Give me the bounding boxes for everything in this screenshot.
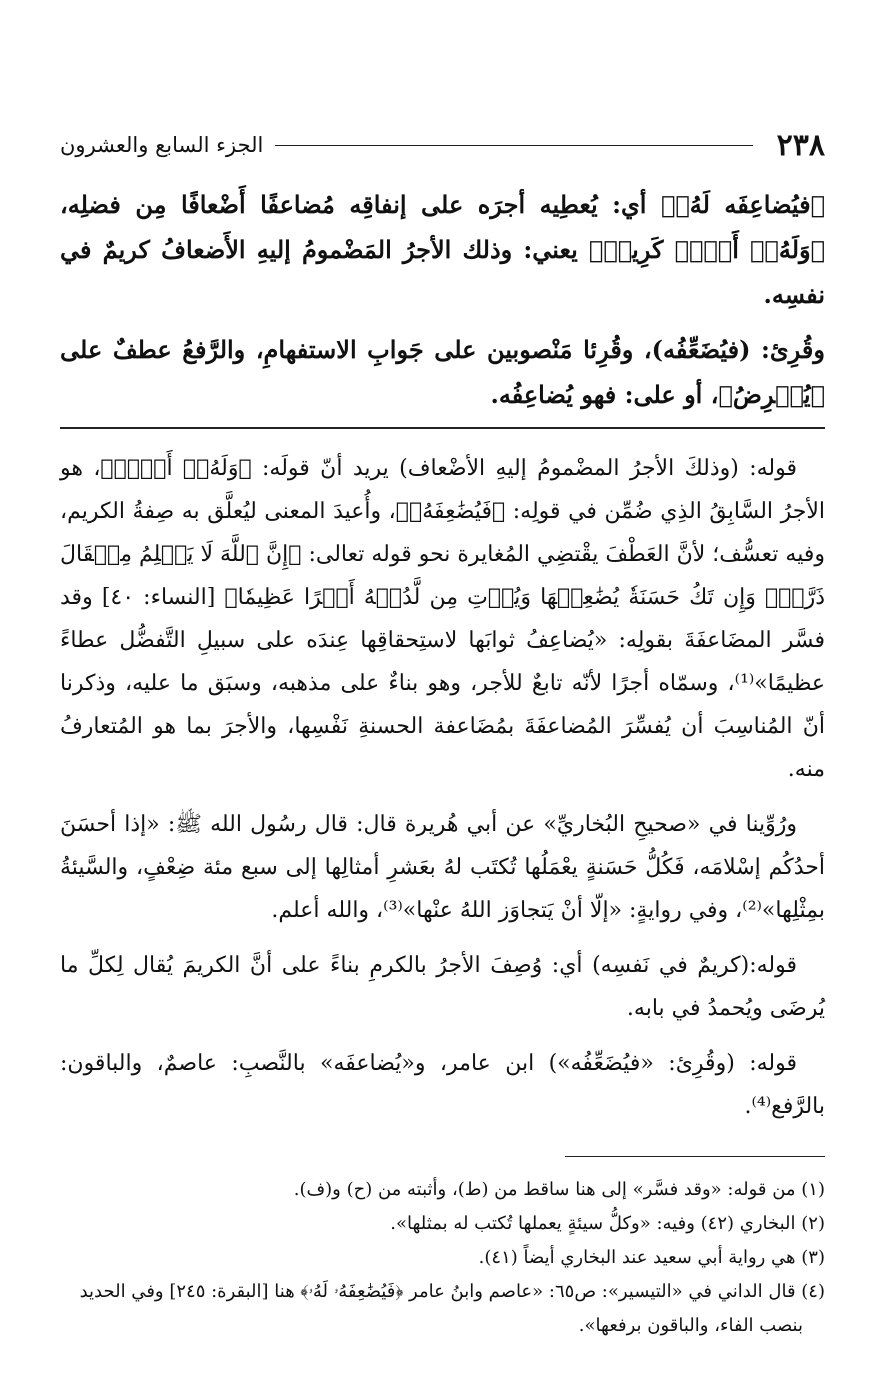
header-rule [275,145,752,146]
commentary-paragraph-2: ورُوِّينا في «صحيحِ البُخاريِّ» عن أبي هُريرة قال: قال رسُول الله ﷺ: «إذا أحسَنَ أحدُكُم إسْلامَه، فَكُلُّ حَسَنةٍ يعْمَلُها تُكتَب لهُ بعَشرِ أمثالِها إلى سبع مئة ضِعْفٍ، والسَّيئةُ بمِثْلِها»⁽²⁾، وفي روايةٍ: «إلّا أنْ يَتجاوَز اللهُ عنْها»⁽³⁾، والله أعلم. [60,812,825,923]
book-page [60,120,825,1343]
footnote-rule [565,1156,825,1157]
footnote-3: (٣) هي رواية أبي سعيد عند البخاري أيضاً (٤١). [478,1247,825,1268]
footnotes [60,1173,825,1343]
main-paragraph-2: وقُرِئ: (فيُضَعِّفُه)، وقُرِئا مَنْصوبين على جَوابِ الاستفهامِ، والرَّفعُ عطفٌ على ﴿يُقۡرِضُ﴾، أو على: فهو يُضاعِفُه. [60,335,825,409]
footnote-4: (٤) قال الداني في «التيسير»: ص٦٥: «عاصم وابنُ عامر ﴿فَيُضَٰعِفَهُۥ لَهُۥ﴾ هنا [البقرة: ٢٤٥] وفي الحديد [79,1281,825,1302]
main-paragraph-1: ﴿فيُضاعِفَه لَهُۥ﴾ أي: يُعطِيه أجرَه على إنفاقِه مُضاعفًا أَضْعافًا مِن فضلِه، ﴿وَلَهُۥٓ أَجۡرٞ كَرِيمٞ﴾ يعني: وذلك الأجرُ المَضْمومُ إليهِ الأَضعافُ كريمٌ في نفسِه. [60,190,825,309]
commentary-paragraph-4: قوله: (وقُرِئ: «فيُضَعِّفُه») ابن عامر، و«يُضاعفَه» بالنَّصبِ: عاصمٌ، والباقون: بالرَّفع⁽⁴⁾. [60,1051,825,1119]
commentary-paragraph-1: قوله: (وذلكَ الأجرُ المضْمومُ إليهِ الأضْعاف) يريد أنّ قولَه: ﴿وَلَهُۥٓ أَجۡرٞ﴾، هو الأجرُ السَّابِقُ الذِي ضُمِّن في قولِه: ﴿فَيُضَٰعِفَهُۥ﴾، وأُعيدَ المعنى ليُعلَّق به صِفةُ الكريم، وفيه تعسُّف؛ لأنَّ العَطْفَ يقْتضِي المُغايرة نحو قوله تعالى: ﴿إِنَّ ٱللَّهَ لَا يَظۡلِمُ مِثۡقَالَ ذَرَّةٖۖ وَإِن تَكُ حَسَنَةٗ يُضَٰعِفۡهَا وَيُؤۡتِ مِن لَّدُنۡهُ أَجۡرًا عَظِيمٗا﴾ [النساء: ٤٠] وقد فسَّر المضَاعفَةَ بقولِه: «يُضاعِفُ ثوابَها لاستِحقاقِها عِندَه على سبيلِ التَّفضُّل عطاءً عظيمًا»⁽¹⁾، وسمّاه أجرًا لأنّه تابعٌ للأجر، وهو بناءٌ على مذهبه، وسبَق ما عليه، وذكرنا أنّ المُناسِبَ أن يُفسِّرَ المُضاعفَةَ بمُضَاعفة الحسنةِ نَفْسِها، والأجرَ بما هو المُتعارفُ منه. [60,456,825,782]
footnote-4-continuation: بنصب الفاء، والباقون برفعها». [578,1315,803,1336]
main-text [60,182,825,417]
commentary-paragraph-3: قوله:(كريمٌ في نَفسِه) أي: وُصِفَ الأجرُ بالكرمِ بناءً على أنَّ الكريمَ يُقال لِكلِّ ما يُرضَى ويُحمدُ في بابه. [60,953,825,1021]
section-separator [60,427,825,429]
page-number: ٢٣٨ [776,127,825,163]
page-header [60,120,825,170]
commentary-text [60,447,825,1128]
running-title: الجزء السابع والعشرون [60,133,264,157]
footnote-2: (٢) البخاري (٤٢) وفيه: «وكلُّ سيئةٍ يعملها تُكتب له بمثلها». [390,1213,825,1234]
footnote-1: (١) من قوله: «وقد فسَّر» إلى هنا ساقط من (ط)، وأثبته من (ح) و(ف). [293,1179,825,1200]
